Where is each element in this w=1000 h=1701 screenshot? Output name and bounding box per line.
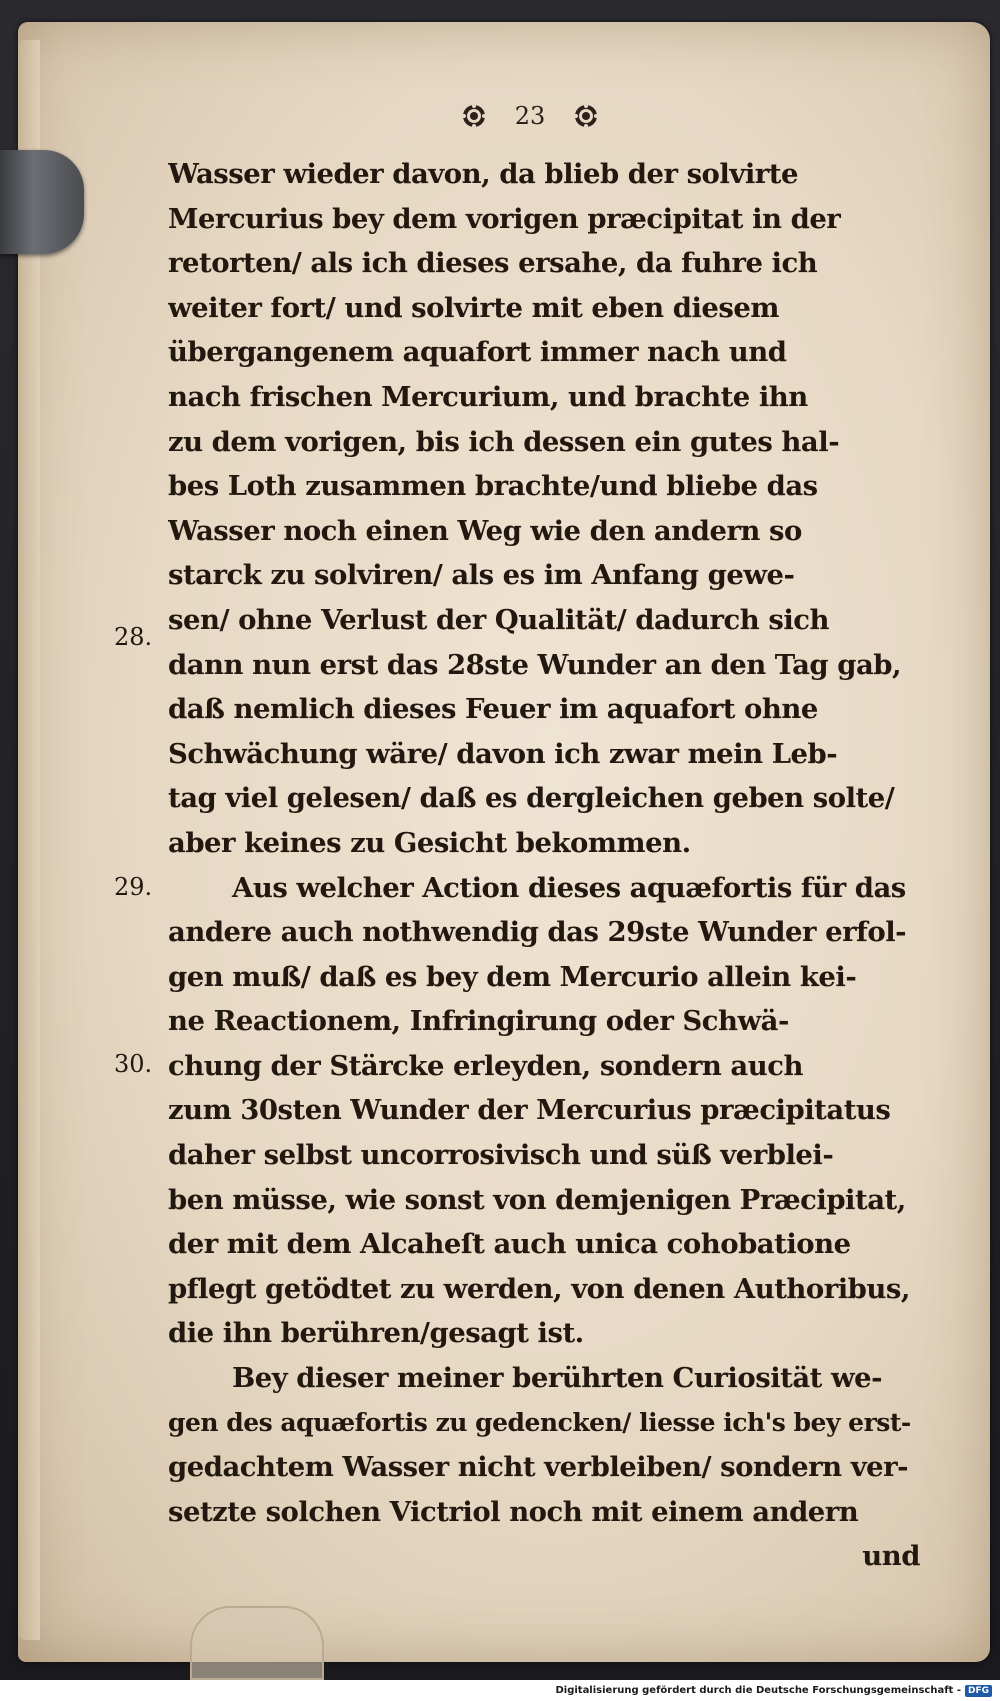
- text-line: bes Loth zusammen brachte/und bliebe das: [168, 470, 818, 503]
- paragraph-start-line: Aus welcher Action dieses aquæfortis für das: [232, 871, 906, 904]
- text-line: aber keines zu Gesicht bekommen.: [168, 826, 691, 859]
- text-line: Schwächung wäre/ davon ich zwar mein Leb-: [168, 737, 838, 770]
- text-line: Wasser noch einen Weg wie den andern so: [168, 514, 802, 547]
- text-line: daher selbst uncorrosivisch und süß verblei-: [168, 1139, 834, 1172]
- text-line: übergangenem aquafort immer nach und: [168, 336, 787, 369]
- text-line: retorten/ als ich dieses ersahe, da fuhre ich: [168, 247, 818, 280]
- margin-note-number: 28.: [114, 623, 153, 651]
- text-line: ne Reactionem, Infringirung oder Schwä-: [168, 1005, 789, 1038]
- text-line: Wasser wieder davon, da blieb der solvirte: [168, 158, 798, 190]
- text-line: setzte solchen Victriol noch mit einem andern: [168, 1495, 859, 1528]
- margin-note-number: 30.: [114, 1050, 153, 1078]
- body-text: [168, 152, 920, 1579]
- text-line: weiter fort/ und solvirte mit eben diesem: [168, 291, 779, 324]
- text-line: sen/ ohne Verlust der Qualität/ dadurch sich: [168, 603, 830, 636]
- text-line: Mercurius bey dem vorigen præcipitat in der: [168, 202, 841, 235]
- text-line: dann nun erst das 28ste Wunder an den Tag gab,: [168, 648, 902, 681]
- paragraph-start-line: Bey dieser meiner berührten Curiosität we-: [232, 1362, 883, 1395]
- rosette-ornament-icon: [461, 103, 487, 129]
- text-line: zu dem vorigen, bis ich dessen ein gutes hal-: [168, 425, 840, 458]
- text-line: pflegt getödtet zu werden, von denen Authoribus,: [168, 1272, 910, 1305]
- page-number: 23: [514, 102, 546, 130]
- rosette-ornament-icon: [573, 103, 599, 129]
- page-clip-bottom: [190, 1606, 324, 1680]
- text-line: andere auch nothwendig das 29ste Wunder erfol-: [168, 916, 907, 949]
- footer-credit: Digitalisierung gefördert durch die Deutsche Forschungsgemeinschaft -: [555, 1685, 961, 1696]
- digitization-footer: [0, 1680, 1000, 1701]
- text-line: tag viel gelesen/ daß es dergleichen geben solte/: [168, 782, 895, 815]
- text-line: gen des aquæfortis zu gedencken/ liesse ich's bey erst-: [168, 1407, 911, 1437]
- text-line: die ihn berühren/gesagt ist.: [168, 1317, 584, 1350]
- page-clip: [0, 150, 84, 254]
- catchword: und: [862, 1540, 920, 1573]
- text-line: gedachtem Wasser nicht verbleiben/ sondern ver-: [168, 1451, 909, 1484]
- page-edge: [18, 40, 40, 1640]
- margin-note-number: 29.: [114, 873, 153, 901]
- text-line: chung der Stärcke erleyden, sondern auch: [168, 1049, 803, 1082]
- text-line: ben müsse, wie sonst von demjenigen Præcipitat,: [168, 1183, 906, 1216]
- text-line: starck zu solviren/ als es im Anfang gewe-: [168, 559, 795, 592]
- text-line: gen muß/ daß es bey dem Mercurio allein kei-: [168, 960, 857, 993]
- text-line: zum 30sten Wunder der Mercurius præcipitatus: [168, 1094, 891, 1127]
- text-line: daß nemlich dieses Feuer im aquafort ohne: [168, 693, 818, 726]
- dfg-logo: DFG: [965, 1685, 992, 1697]
- text-line: nach frischen Mercurium, und brachte ihn: [168, 380, 808, 413]
- page-header: [440, 96, 620, 136]
- text-line: der mit dem Alcaheſt auch unica cohobatione: [168, 1228, 851, 1261]
